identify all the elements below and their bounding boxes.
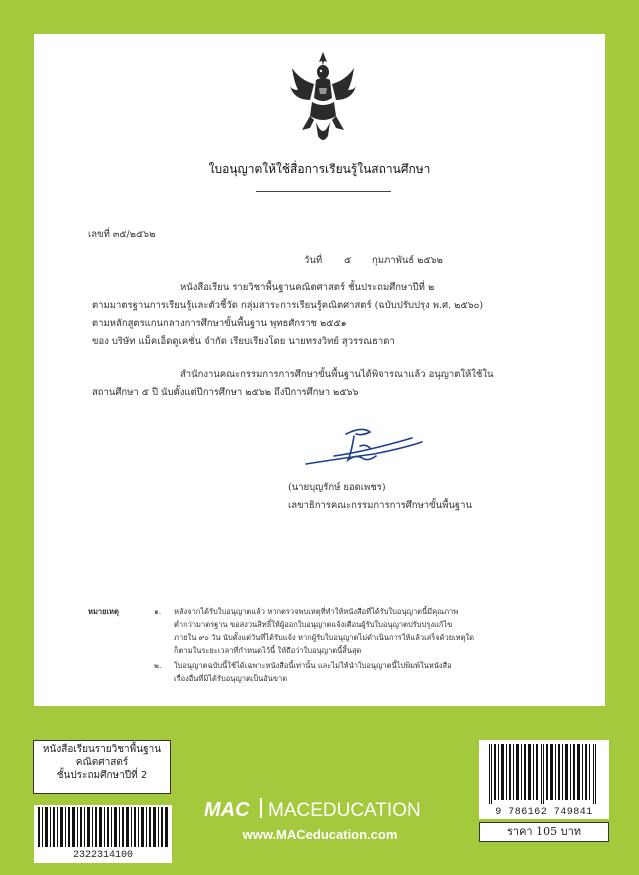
note-line: ก็ตามในระยะเวลาที่กำหนดไว้นี้ ให้ถือว่าใบอนุญาตนี้สิ้นสุด xyxy=(174,646,362,655)
svg-text:MACEDUCATION: MACEDUCATION xyxy=(268,800,421,821)
approval-line: สถานศึกษา ๕ ปี นับตั้งแต่ปีการศึกษา ๒๕๖๒ ถึงปีการศึกษา ๒๕๖๖ xyxy=(92,387,359,398)
price-label: ราคา 105 บาท xyxy=(479,822,609,842)
body-line: ตามหลักสูตรแกนกลางการศึกษาขั้นพื้นฐาน พุทธศักราช ๒๕๕๑ xyxy=(92,318,347,329)
svg-text:MAC: MAC xyxy=(204,799,250,821)
note-line: หลังจากได้รับใบอนุญาตแล้ว หากตรวจพบเหตุที่ทำให้หนังสือที่ได้รับใบอนุญาตนี้มีคุณภาพ xyxy=(174,607,459,616)
signature-image xyxy=(304,424,424,474)
signer-name: (นายบุญรักษ์ ยอดเพชร) xyxy=(288,482,386,493)
book-title-line: ชั้นประถมศึกษาปีที่ 2 xyxy=(56,770,148,781)
title-divider xyxy=(256,191,391,192)
note-line: ภายใน ๙๐ วัน นับตั้งแต่วันที่ได้รับแจ้ง หากผู้รับใบอนุญาตไม่ดำเนินการให้แล้วเสร็จด้วยเหตุใด xyxy=(174,633,475,642)
mac-logo-icon xyxy=(200,794,440,822)
notes-heading: หมายเหตุ xyxy=(88,607,119,616)
date-label: วันที่ xyxy=(304,255,323,266)
note-line: เรื่องอื่นที่มิได้รับอนุญาตเป็นอันขาด xyxy=(174,674,288,683)
license-document xyxy=(34,34,605,706)
isbn-bars-icon xyxy=(479,740,609,804)
brand-logo xyxy=(200,794,440,822)
isbn-number: 9 786162 749841 xyxy=(495,807,593,818)
garuda-emblem-icon xyxy=(288,50,358,146)
book-title-line: หนังสือเรียนรายวิชาพื้นฐาน xyxy=(42,744,162,755)
body-line: ของ บริษัท แม็คเอ็ดดูเคชั่น จำกัด เรียบเรียงโดย นายทรงวิทย์ สุวรรณธาดา xyxy=(92,336,395,347)
barcode-bars-icon xyxy=(34,805,172,849)
body-line: หนังสือเรียน รายวิชาพื้นฐานคณิตศาสตร์ ชั้นประถมศึกษาปีที่ ๒ xyxy=(180,282,435,293)
signer-title: เลขาธิการคณะกรรมการการศึกษาขั้นพื้นฐาน xyxy=(288,500,472,511)
book-title-line: คณิตศาสตร์ xyxy=(75,757,129,768)
isbn-barcode xyxy=(479,740,609,819)
note-number: ๑. xyxy=(154,607,162,616)
note-number: ๒. xyxy=(154,661,162,670)
product-code: 2322314100 xyxy=(34,849,172,863)
body-line: ตามมาตรฐานการเรียนรู้และตัวชี้วัด กลุ่มสาระการเรียนรู้คณิตศาสตร์ (ฉบับปรับปรุง พ.ศ. ๒๕๖๐) xyxy=(92,300,484,311)
product-code-barcode xyxy=(34,805,172,863)
date-day: ๕ xyxy=(344,255,352,266)
license-number: เลขที่ ๓๕/๒๕๖๒ xyxy=(88,229,156,240)
note-line: ใบอนุญาตฉบับนี้ใช้ได้เฉพาะหนังสือนี้เท่านั้น และไม่ให้นำใบอนุญาตนี้ไปพิมพ์ในหนังสือ xyxy=(174,661,452,670)
book-title-label xyxy=(33,740,171,794)
website-url: www.MACeducation.com xyxy=(242,827,398,842)
license-title: ใบอนุญาตให้ใช้สื่อการเรียนรู้ในสถานศึกษา xyxy=(208,162,431,176)
note-line: ต่ำกว่ามาตรฐาน ขอสงวนสิทธิ์ให้ผู้ออกใบอนุญาตแจ้งเตือนผู้รับใบอนุญาตปรับปรุงแก้ไข xyxy=(174,620,453,629)
approval-line: สำนักงานคณะกรรมการการศึกษาขั้นพื้นฐานได้พิจารณาแล้ว อนุญาตให้ใช้ใน xyxy=(180,369,494,380)
date-month-year: กุมภาพันธ์ ๒๕๖๒ xyxy=(372,255,443,266)
